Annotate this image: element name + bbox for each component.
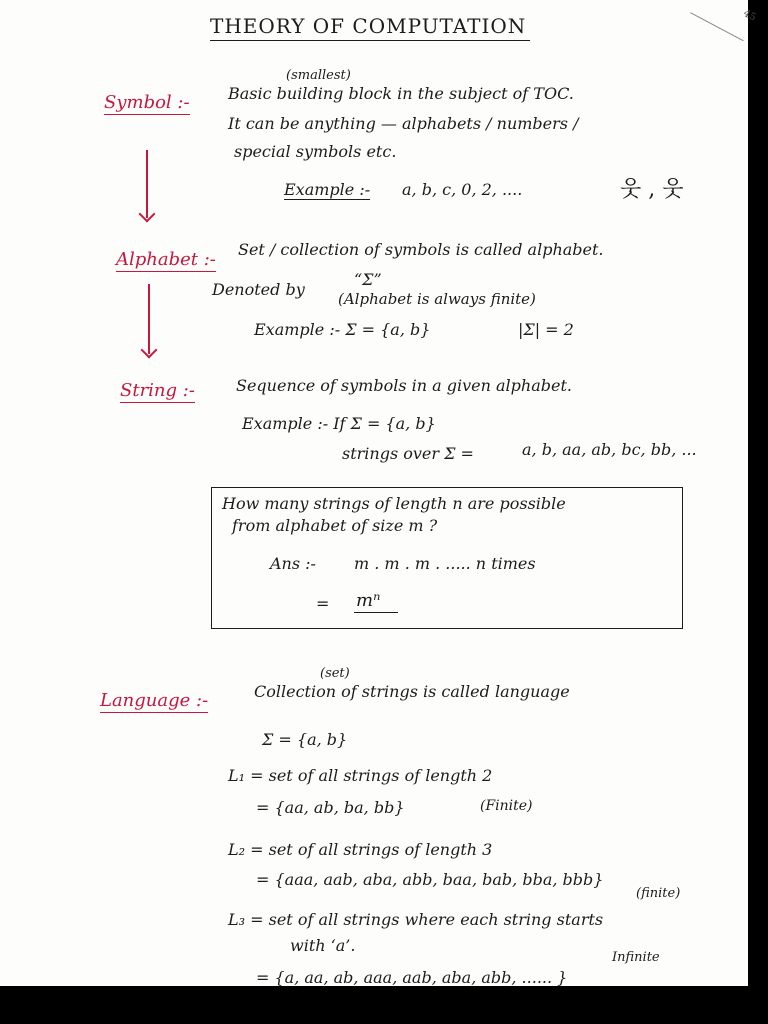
arrowhead-icon [141,342,158,359]
alphabet-sigma: “Σ” [354,270,382,289]
language-l2-note: (finite) [636,886,681,901]
language-line-1: Collection of strings is called language [254,682,570,701]
box-answer-label: Ans :- [270,554,316,573]
language-l2-definition: L₂ = set of all strings of length 3 [228,840,493,859]
alphabet-line-1: Set / collection of symbols is called alphabet. [238,240,604,259]
alphabet-cardinality: |Σ| = 2 [518,320,574,339]
symbol-example-label: Example :- [284,180,371,199]
alphabet-denoted: Denoted by [212,280,305,299]
language-set-note: (set) [320,666,350,681]
string-strings-over: strings over Σ = [342,444,474,463]
term-alphabet: Alphabet :- [116,249,216,270]
language-l1-note: (Finite) [480,798,533,814]
string-example: Example :- If Σ = {a, b} [242,414,436,433]
language-l3-set: = {a, aa, ab, aaa, aab, aba, abb, ...... } [256,968,568,987]
alphabet-finite-note: (Alphabet is always finite) [338,290,536,308]
language-l1-set: = {aa, ab, ba, bb} [256,798,405,817]
term-symbol: Symbol :- [104,92,190,113]
page-title: THEORY OF COMPUTATION [210,14,530,41]
corner-mark: 45 [690,0,758,41]
language-l2-set: = {aaa, aab, aba, abb, baa, bab, bba, bbb} [256,870,604,889]
alphabet-example: Example :- Σ = {a, b} [254,320,431,339]
symbol-line-2: It can be anything — alphabets / numbers / [228,114,579,133]
string-strings-list: a, b, aa, ab, bc, bb, ... [522,440,697,459]
box-question-line-1: How many strings of length n are possible [222,494,566,513]
box-answer-equals: = [316,594,330,613]
term-string: String :- [120,380,195,401]
box-question-line-2: from alphabet of size m ? [232,516,438,535]
question-box [211,487,683,629]
symbol-note: (smallest) [286,68,351,83]
language-l3-note: Infinite [612,950,660,965]
string-line-1: Sequence of symbols in a given alphabet. [236,376,572,395]
symbol-line-3: special symbols etc. [234,142,397,161]
symbol-line-1: Basic building block in the subject of TOC. [228,84,574,103]
term-language: Language :- [100,690,209,711]
language-l3-definition: L₃ = set of all strings where each string starts [228,910,604,929]
arrowhead-icon [139,206,156,223]
language-sigma: Σ = {a, b} [262,730,348,749]
language-l3-definition-2: with ‘a’. [290,936,356,955]
symbol-example-values: a, b, c, 0, 2, .... [402,180,523,199]
box-answer-result: mⁿ [354,590,398,613]
stick-figure-icons: 웃 , 웃 [620,177,684,202]
language-l1-definition: L₁ = set of all strings of length 2 [228,766,493,785]
box-answer-expression: m . m . m . ..... n times [354,554,536,573]
